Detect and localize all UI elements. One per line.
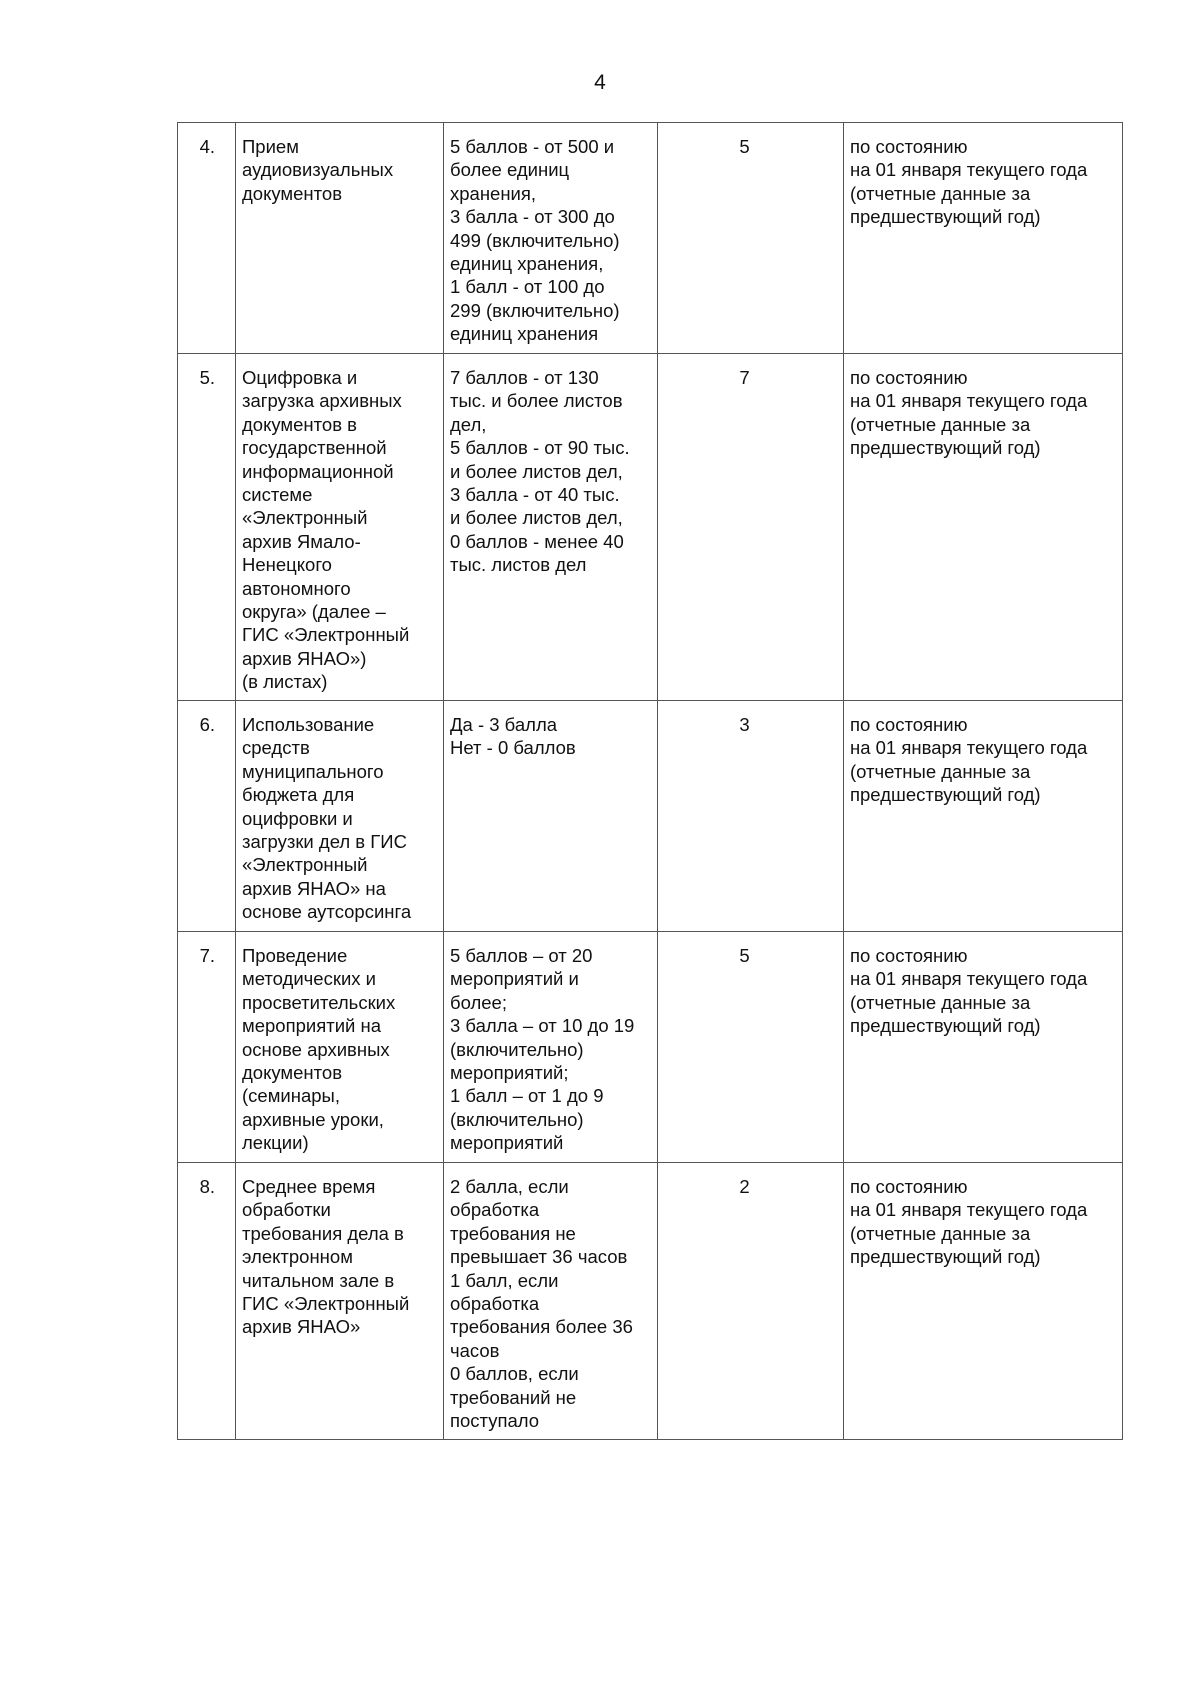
max-score: 3: [658, 701, 844, 932]
table-row: [178, 701, 1123, 932]
max-score: 7: [658, 354, 844, 701]
table-row: [178, 1163, 1123, 1440]
reporting-period: по состоянию на 01 января текущего года (отчетные данные за предшествующий год): [844, 701, 1123, 932]
row-number: 5.: [178, 354, 236, 701]
criteria-table: [177, 122, 1123, 1440]
criterion-name: Проведение методических и просветительских мероприятий на основе архивных документов (семинары, архивные уроки, лекции): [236, 932, 444, 1163]
reporting-period: по состоянию на 01 января текущего года (отчетные данные за предшествующий год): [844, 354, 1123, 701]
max-score: 2: [658, 1163, 844, 1440]
scoring-scale: 5 баллов - от 500 и более единиц хранения, 3 балла - от 300 до 499 (включительно) единиц хранения, 1 балл - от 100 до 299 (включительно) единиц хранения: [444, 123, 658, 354]
row-number: 4.: [178, 123, 236, 354]
max-score: 5: [658, 932, 844, 1163]
row-number: 7.: [178, 932, 236, 1163]
row-number: 8.: [178, 1163, 236, 1440]
reporting-period: по состоянию на 01 января текущего года (отчетные данные за предшествующий год): [844, 932, 1123, 1163]
criterion-name: Прием аудиовизуальных документов: [236, 123, 444, 354]
table-row: [178, 354, 1123, 701]
row-number: 6.: [178, 701, 236, 932]
scoring-scale: Да - 3 балла Нет - 0 баллов: [444, 701, 658, 932]
page-number: 4: [594, 71, 606, 94]
table-row: [178, 932, 1123, 1163]
reporting-period: по состоянию на 01 января текущего года (отчетные данные за предшествующий год): [844, 1163, 1123, 1440]
criterion-name: Оцифровка и загрузка архивных документов в государственной информационной системе «Электронный архив Ямало- Ненецкого автономного округа» (далее – ГИС «Электронный архив ЯНАО») (в листах): [236, 354, 444, 701]
scoring-scale: 5 баллов – от 20 мероприятий и более; 3 балла – от 10 до 19 (включительно) мероприятий; 1 балл – от 1 до 9 (включительно) мероприятий: [444, 932, 658, 1163]
scoring-scale: 7 баллов - от 130 тыс. и более листов дел, 5 баллов - от 90 тыс. и более листов дел, 3 балла - от 40 тыс. и более листов дел, 0 баллов - менее 40 тыс. листов дел: [444, 354, 658, 701]
max-score: 5: [658, 123, 844, 354]
criterion-name: Использование средств муниципального бюджета для оцифровки и загрузки дел в ГИС «Электронный архив ЯНАО» на основе аутсорсинга: [236, 701, 444, 932]
reporting-period: по состоянию на 01 января текущего года (отчетные данные за предшествующий год): [844, 123, 1123, 354]
scoring-scale: 2 балла, если обработка требования не превышает 36 часов 1 балл, если обработка требования более 36 часов 0 баллов, если требований не поступало: [444, 1163, 658, 1440]
criterion-name: Среднее время обработки требования дела в электронном читальном зале в ГИС «Электронный архив ЯНАО»: [236, 1163, 444, 1440]
table-row: [178, 123, 1123, 354]
